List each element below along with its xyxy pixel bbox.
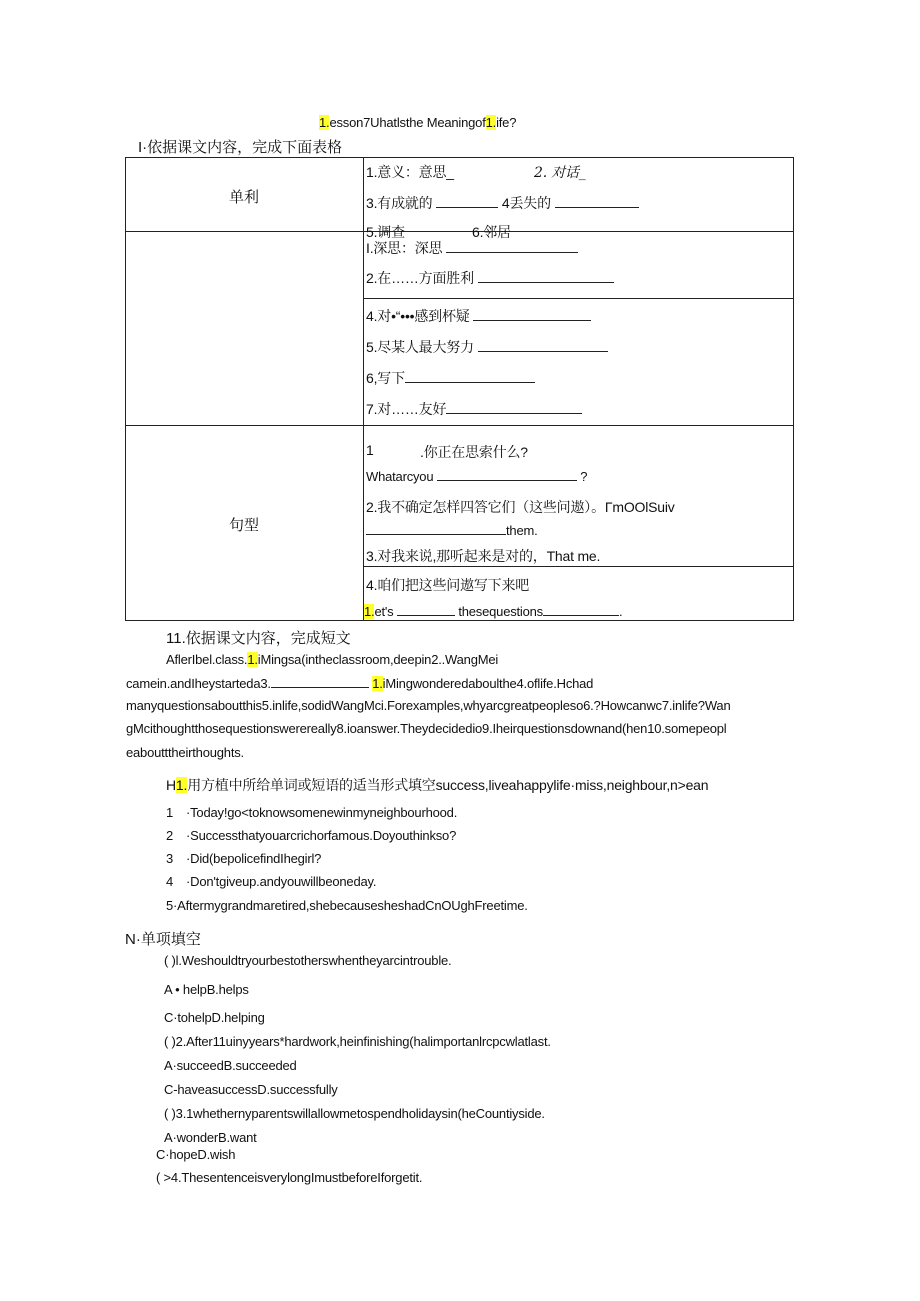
row1-line2b: 4丢失的 xyxy=(501,195,551,211)
mc-question-3: ( )3.1whethernyparentswillallowmetospendholidaysin(heCountiyside. xyxy=(164,1106,545,1121)
fill-item-2-num: 2 xyxy=(166,828,174,843)
row3-s4-b: thesequestions xyxy=(458,604,543,619)
row3-s1-cn: .你正在思索什么? xyxy=(420,444,528,460)
row3-s3: 3.对我来说,那听起来是对的，That me. xyxy=(366,548,601,564)
row3-s4-cn: 4.咱们把这些问遨写下来吧 xyxy=(366,577,530,593)
section3-heading-highlight: 1. xyxy=(175,777,188,793)
row2-line3 xyxy=(366,306,591,326)
mc-q2-options-cd: C-haveasuccessD.successfully xyxy=(164,1082,338,1097)
row2-line1 xyxy=(366,238,578,258)
row3-s4-en xyxy=(364,603,622,619)
fill-item-5: 5·Aftermygrandmaretired,shebecausesheshadCnOUghFreetime. xyxy=(166,898,528,913)
section4-heading: N·单项填空 xyxy=(125,931,201,948)
section3-heading xyxy=(166,775,708,795)
row3-s2-en xyxy=(366,522,538,538)
passage-line1a: AflerIbel.class. xyxy=(166,652,248,667)
fill-item-1-text: ·Today!go<toknowsomenewinmyneighbourhood. xyxy=(186,805,458,820)
blank xyxy=(478,339,608,352)
mc-question-2: ( )2.After11uinyyears*hardwork,heinfinishing(halimportanlrcpcwlatlast. xyxy=(164,1034,551,1049)
row2-line2 xyxy=(366,268,614,288)
mc-question-4: ( >4.ThesentenceisverylongImustbeforeIforgetit. xyxy=(156,1170,423,1185)
row3-label: 句型 xyxy=(229,517,260,534)
passage-line2 xyxy=(126,675,593,691)
row2-line4 xyxy=(366,337,608,357)
section2-heading: 11.依据课文内容，完成短文 xyxy=(166,630,351,647)
mc-q2-options-ab: A·succeedB.succeeded xyxy=(164,1058,297,1073)
fill-item-4-num: 4 xyxy=(166,874,174,889)
passage-line3: manyquestionsaboutthis5.inlife,sodidWangMci.Forexamples,whyarcgreatpeopleso6.?Howcanwc7.inlife?Wan xyxy=(126,698,731,713)
mc-q1-options-cd: C·tohelpD.helping xyxy=(164,1010,265,1025)
section1-heading: I·依据课文内容，完成下面表格 xyxy=(138,139,343,156)
blank xyxy=(446,240,578,253)
row3-s1-en xyxy=(366,468,587,484)
row1-line2a: 3.有成就的 xyxy=(366,195,433,211)
row1-line3a: 5.调查 xyxy=(366,224,405,240)
fill-item-3-num: 3 xyxy=(166,851,174,866)
section3-heading-b: 用方植中所给单词或短语的适当形式填空success,liveahappylife·miss,neighbour,n>ean xyxy=(187,777,709,793)
row1-label: 单利 xyxy=(229,189,260,206)
row1-line2 xyxy=(366,193,639,213)
row2-line5 xyxy=(366,368,535,388)
blank xyxy=(543,603,619,616)
row3-s1-en-a: Whatarcyou xyxy=(366,469,434,484)
passage-line1b: iMingsa(intheclassroom,deepin2..WangMei xyxy=(257,652,499,667)
row2-line4-text: 5.尽某人最大努力 xyxy=(366,339,474,355)
row3-s2-en-text: them. xyxy=(506,523,538,538)
title-highlight-2: 1. xyxy=(485,115,497,130)
fill-item-4 xyxy=(166,874,376,889)
passage-line2a: camein.andIheystarteda3. xyxy=(126,676,271,691)
row3-s4-c: . xyxy=(618,604,623,619)
mc-q3-options-cd: C·hopeD.wish xyxy=(156,1147,236,1162)
row2-line2-text: 2.在……方面胜利 xyxy=(366,270,474,286)
row3-s4-highlight: 1. xyxy=(364,604,375,619)
blank xyxy=(555,195,639,208)
title-highlight-1: 1. xyxy=(319,115,330,130)
row3-s2-cn: 2.我不确定怎样四答它们（这些问遨）。ΓmOOlSuiv xyxy=(366,499,675,515)
fill-item-3-text: ·Did(bepolicefindIhegirl? xyxy=(186,851,322,866)
row2-line6 xyxy=(366,399,582,419)
row1-line1a: 1.意义：意思_ xyxy=(366,164,454,180)
page-title xyxy=(319,115,516,130)
section3-heading-a: H xyxy=(166,777,176,793)
fill-item-2 xyxy=(166,828,456,843)
row2-line6-text: 7.对……友好 xyxy=(366,401,447,417)
blank xyxy=(397,603,455,616)
passage-line5: eaboutttheirthoughts. xyxy=(126,745,244,760)
passage-line2-highlight: 1. xyxy=(372,676,383,691)
fill-item-3 xyxy=(166,851,321,866)
mc-q3-options-ab: A·wonderB.want xyxy=(164,1130,257,1145)
row3-s4-a: et's xyxy=(374,604,394,619)
blank xyxy=(437,468,577,481)
fill-item-2-text: ·Successthatyouarcrichorfamous.Doyouthinkso? xyxy=(186,828,457,843)
row2-line1-text: I.深思：深思 xyxy=(366,240,443,256)
row2-line5-text: 6,写下 xyxy=(366,370,405,386)
row3-s1-num: 1 xyxy=(366,442,374,458)
mc-q1-options-ab: A • helpB.helps xyxy=(164,982,249,997)
blank xyxy=(436,195,498,208)
row3-s1-en-b: ? xyxy=(580,469,588,484)
blank xyxy=(478,270,614,283)
row2-line3-text: 4.对•“•••感到杯疑 xyxy=(366,308,470,324)
title-text-1: esson7Uhatlsthe Meaningof xyxy=(329,115,486,130)
passage-line1 xyxy=(166,652,498,667)
fill-item-4-text: ·Don'tgiveup.andyouwillbeoneday. xyxy=(186,874,377,889)
blank xyxy=(366,522,506,535)
blank xyxy=(446,401,582,414)
passage-line1-highlight: 1. xyxy=(247,652,258,667)
passage-line4: gMcithoughtthosequestionswerereally8.ioanswer.Theydecidedio9.Iheirquestionsdownand(hen10.somepeopl xyxy=(126,721,727,736)
title-text-2: ife? xyxy=(496,115,517,130)
passage-line2b: iMingwonderedaboulthe4.oflife.Hchad xyxy=(382,676,594,691)
blank xyxy=(405,370,535,383)
row1-line3b: 6.邻居 xyxy=(472,224,511,240)
blank xyxy=(271,675,369,688)
mc-question-1: ( )l.Weshouldtryourbestotherswhentheyarcintrouble. xyxy=(164,953,452,968)
fill-item-1-num: 1 xyxy=(166,805,174,820)
row1-line3-clip xyxy=(366,222,666,240)
blank xyxy=(473,308,591,321)
fill-item-1 xyxy=(166,805,457,820)
row1-line1b: 2. 对话_ xyxy=(534,165,586,181)
